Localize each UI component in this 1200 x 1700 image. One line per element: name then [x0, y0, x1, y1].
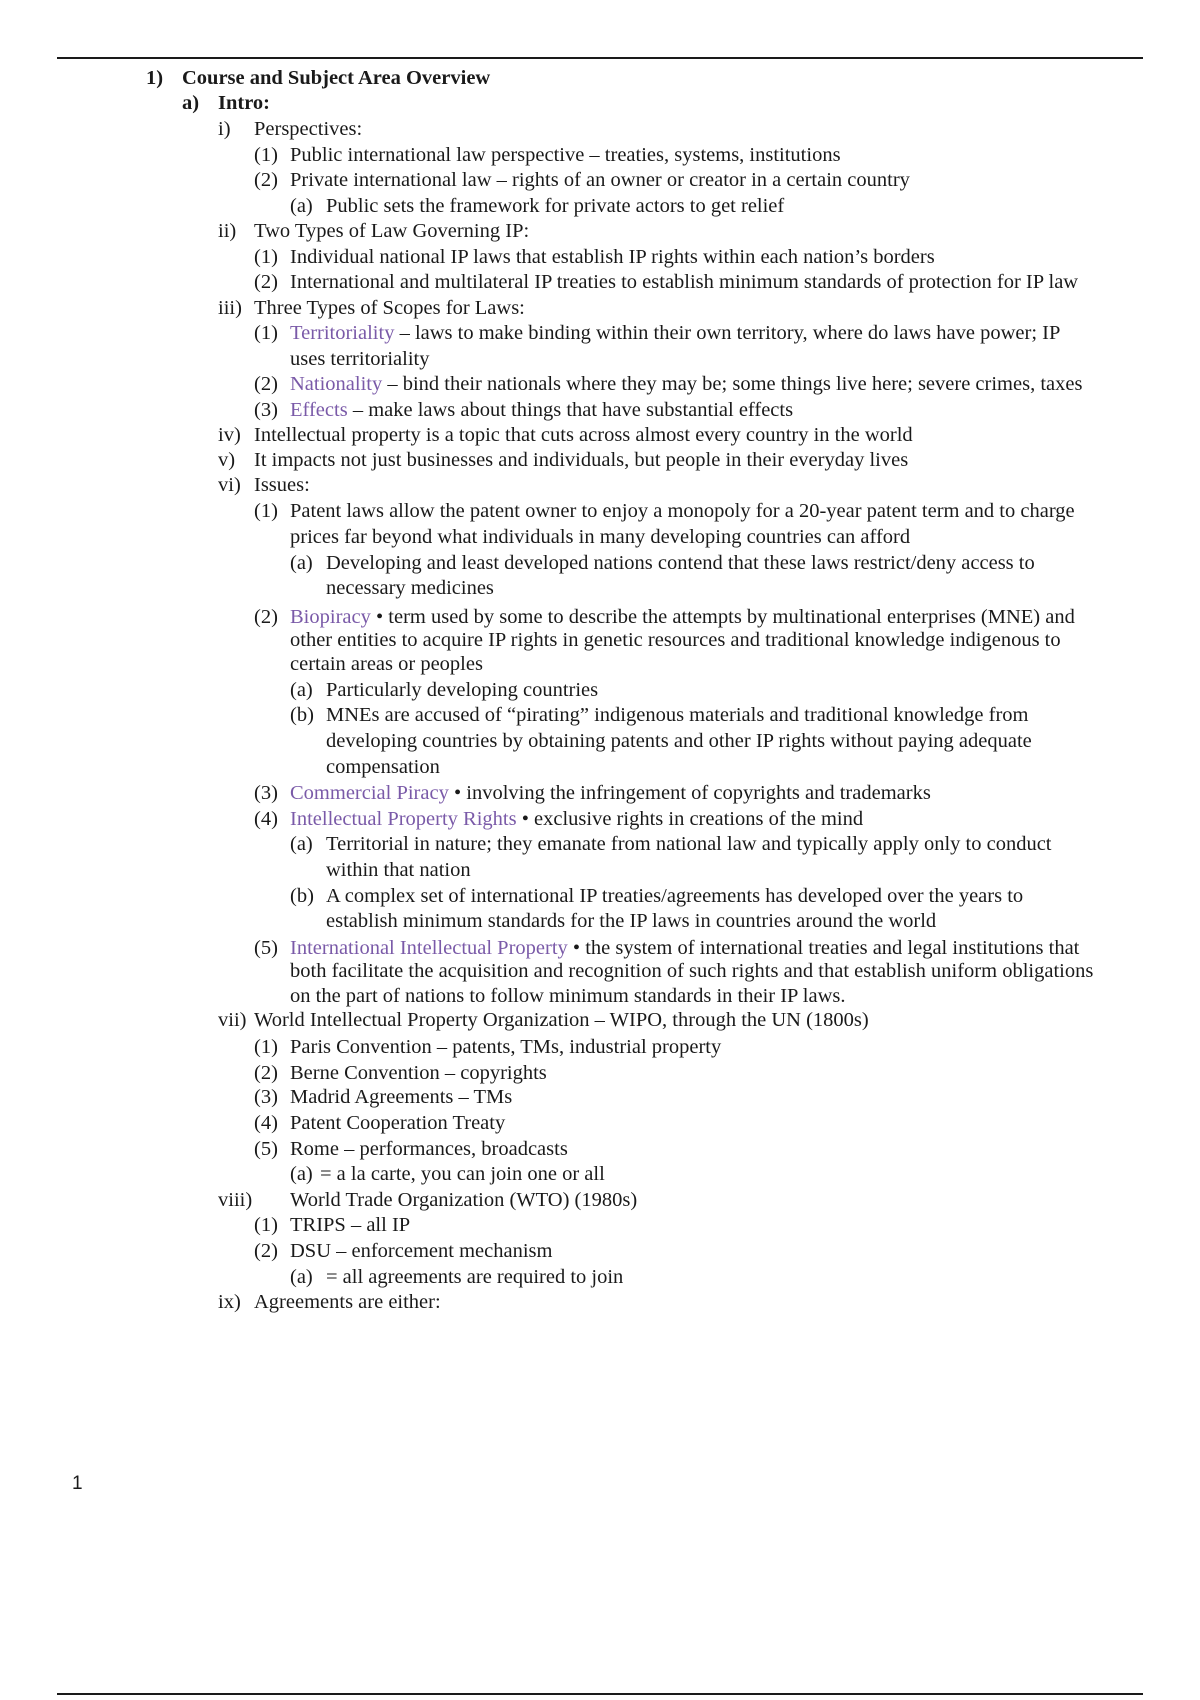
outline-item: Commercial Piracy • involving the infringement of copyrights and trademarks — [290, 782, 931, 804]
outline-label: (3) — [254, 1086, 278, 1108]
outline-continuation: prices far beyond what individuals in many developing countries can afford — [290, 526, 911, 548]
outline-continuation: establish minimum standards for the IP laws in countries around the world — [326, 910, 937, 932]
outline-label: (a) — [290, 195, 313, 217]
outline-label: (5) — [254, 1138, 278, 1160]
outline-item: DSU – enforcement mechanism — [290, 1240, 553, 1262]
outline-item: World Trade Organization (WTO) (1980s) — [290, 1189, 638, 1211]
outline-continuation: developing countries by obtaining patents and other IP rights without paying adequate — [326, 730, 1032, 752]
outline-label: a) — [182, 92, 200, 114]
outline-label: ix) — [218, 1291, 241, 1313]
outline-label: (2) — [254, 1062, 278, 1084]
outline-label: (a) — [290, 1266, 313, 1288]
outline-item: Private international law – rights of an owner or creator in a certain country — [290, 169, 910, 191]
outline-label: (3) — [254, 782, 278, 804]
outline-item: Developing and least developed nations contend that these laws restrict/deny access to — [326, 552, 1035, 574]
outline-label: vii) — [218, 1009, 247, 1031]
outline-continuation: compensation — [326, 756, 440, 778]
outline-item: Patent laws allow the patent owner to enjoy a monopoly for a 20-year patent term and to charge — [290, 500, 1075, 522]
outline-label: (2) — [254, 606, 278, 628]
term-intellectual-property-rights: Intellectual Property Rights — [290, 808, 517, 830]
outline-item: Perspectives: — [254, 118, 363, 140]
term-nationality: Nationality — [290, 373, 383, 395]
term-commercial-piracy: Commercial Piracy — [290, 782, 449, 804]
outline-label: (1) — [254, 144, 278, 166]
outline-item: International and multilateral IP treaties to establish minimum standards of protection for IP law — [290, 271, 1079, 293]
outline-item: Paris Convention – patents, TMs, industrial property — [290, 1036, 722, 1058]
term-effects: Effects — [290, 399, 348, 421]
outline-item: = all agreements are required to join — [326, 1266, 624, 1288]
subsection-heading: Intro: — [218, 92, 271, 114]
outline-item: Public international law perspective – treaties, systems, institutions — [290, 144, 841, 166]
outline-label: (4) — [254, 1112, 278, 1134]
term-biopiracy: Biopiracy — [290, 606, 371, 628]
outline-label: (4) — [254, 808, 278, 830]
outline-item: World Intellectual Property Organization – WIPO, through the UN (1800s) — [254, 1009, 869, 1031]
outline-continuation: uses territoriality — [290, 348, 430, 370]
outline-continuation: on the part of nations to follow minimum standards in their IP laws. — [290, 985, 846, 1007]
outline-item: Particularly developing countries — [326, 679, 599, 701]
outline-label: (b) — [290, 704, 314, 726]
outline-continuation: other entities to acquire IP rights in genetic resources and traditional knowledge indigenous to — [290, 629, 1061, 651]
term-territoriality: Territoriality — [290, 322, 395, 344]
outline-continuation: within that nation — [326, 859, 471, 881]
term-international-intellectual-property: International Intellectual Property — [290, 937, 568, 959]
outline-item: Two Types of Law Governing IP: — [254, 220, 530, 242]
outline-continuation: both facilitate the acquisition and recognition of such rights and that establish uniform obligations — [290, 960, 1094, 982]
outline-continuation: certain areas or peoples — [290, 653, 483, 675]
outline-label: iii) — [218, 297, 242, 319]
outline-item: A complex set of international IP treaties/agreements has developed over the years to — [326, 885, 1024, 907]
outline-label: (5) — [254, 937, 278, 959]
outline-label: iv) — [218, 424, 241, 446]
outline-item: Public sets the framework for private actors to get relief — [326, 195, 785, 217]
outline-item: Patent Cooperation Treaty — [290, 1112, 506, 1134]
outline-label: (2) — [254, 1240, 278, 1262]
outline-item: Three Types of Scopes for Laws: — [254, 297, 525, 319]
outline-label: 1) — [146, 67, 164, 89]
outline-item: Rome – performances, broadcasts — [290, 1138, 568, 1160]
outline-item: Madrid Agreements – TMs — [290, 1086, 513, 1108]
outline-item: Intellectual property is a topic that cuts across almost every country in the world — [254, 424, 913, 446]
bottom-rule — [57, 1693, 1143, 1695]
outline-label: v) — [218, 449, 236, 471]
outline-label: i) — [218, 118, 231, 140]
outline-label: (2) — [254, 373, 278, 395]
outline-continuation: necessary medicines — [326, 577, 494, 599]
outline-label: (1) — [254, 500, 278, 522]
outline-item: = a la carte, you can join one or all — [320, 1163, 605, 1185]
outline-label: (1) — [254, 246, 278, 268]
outline-label: vi) — [218, 474, 241, 496]
outline-item: Effects – make laws about things that have substantial effects — [290, 399, 794, 421]
outline-label: (1) — [254, 322, 278, 344]
outline-label: (a) — [290, 833, 313, 855]
outline-label: (b) — [290, 885, 314, 907]
outline-label: (2) — [254, 271, 278, 293]
outline-item: MNEs are accused of “pirating” indigenous materials and traditional knowledge from — [326, 704, 1029, 726]
outline-item: Berne Convention – copyrights — [290, 1062, 547, 1084]
top-rule — [57, 57, 1143, 59]
outline-item: Nationality – bind their nationals where they may be; some things live here; severe crimes, taxes — [290, 373, 1083, 395]
outline-item: Intellectual Property Rights • exclusive rights in creations of the mind — [290, 808, 864, 830]
outline-label: (1) — [254, 1214, 278, 1236]
outline-item: TRIPS – all IP — [290, 1214, 411, 1236]
outline-item: Territorial in nature; they emanate from national law and typically apply only to conduct — [326, 833, 1052, 855]
outline-item: It impacts not just businesses and individuals, but people in their everyday lives — [254, 449, 909, 471]
outline-label: viii) — [218, 1189, 253, 1211]
outline-label: (3) — [254, 399, 278, 421]
outline-item: Issues: — [254, 474, 310, 496]
outline-label: (a) — [290, 679, 313, 701]
outline-label: (a) — [290, 1163, 313, 1185]
outline-item: Individual national IP laws that establish IP rights within each nation’s borders — [290, 246, 935, 268]
outline-item: International Intellectual Property • the system of international treaties and legal institutions that — [290, 937, 1080, 959]
outline-label: (2) — [254, 169, 278, 191]
outline-item: Territoriality – laws to make binding within their own territory, where do laws have power; IP — [290, 322, 1061, 344]
outline-item: Agreements are either: — [254, 1291, 441, 1313]
outline-label: (1) — [254, 1036, 278, 1058]
outline-label: (a) — [290, 552, 313, 574]
outline-label: ii) — [218, 220, 237, 242]
outline-item: Biopiracy • term used by some to describe the attempts by multinational enterprises (MNE) and — [290, 606, 1075, 628]
section-heading: Course and Subject Area Overview — [182, 67, 491, 89]
page-number: 1 — [72, 1473, 83, 1494]
